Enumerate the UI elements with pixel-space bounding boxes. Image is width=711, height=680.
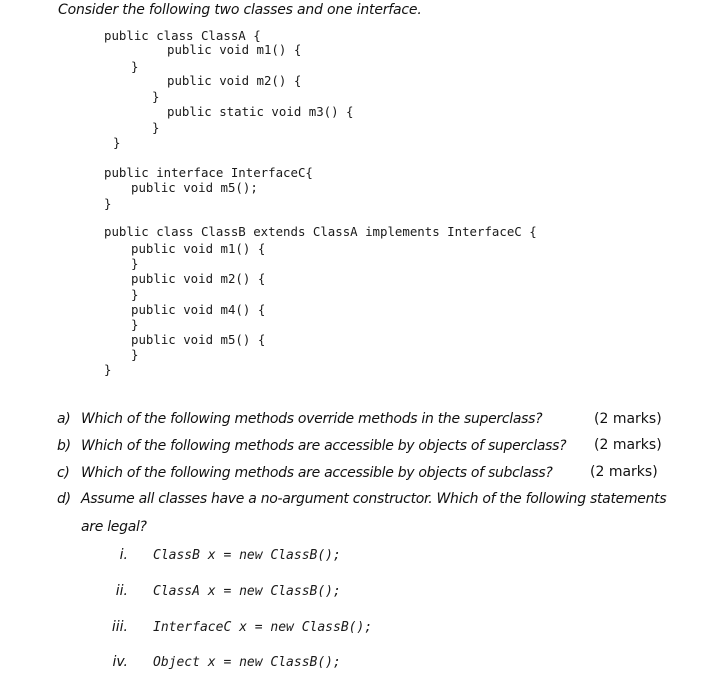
statement-code: ClassB x = new ClassB(); [153,548,341,563]
code-line: public static void m3() { [167,104,354,119]
code-line: } [131,59,139,74]
code-line: public class ClassA { [104,28,261,43]
code-line: public void m1() { [131,241,266,256]
question-a-label: a) [57,411,71,427]
statement-code: InterfaceC x = new ClassB(); [153,620,373,635]
statement-number: iv. [112,654,128,670]
question-a-marks: (2 marks) [594,411,662,427]
statement-number: i. [119,547,128,563]
question-c-text: Which of the following methods are accessible by objects of subclass? [81,465,553,481]
statement-code: ClassA x = new ClassB(); [153,584,341,599]
question-d-text: Assume all classes have a no-argument constructor. Which of the following statements [81,491,667,507]
question-d-label: d) [57,491,71,507]
question-c-label: c) [57,465,70,481]
code-line: } [152,120,160,135]
code-line: } [131,287,139,302]
code-line: public void m5() { [131,332,266,347]
code-line: } [104,362,112,377]
code-line: public void m1() { [167,42,302,57]
question-b-text: Which of the following methods are accessible by objects of superclass? [81,438,567,454]
code-line: } [131,256,139,271]
question-d-text-continued: are legal? [81,519,147,535]
code-line: } [152,89,160,104]
statement-number: ii. [115,583,128,599]
code-line: public interface InterfaceC{ [104,165,313,180]
statement-number: iii. [111,619,128,635]
statement-code: Object x = new ClassB(); [153,655,341,670]
code-line: public void m2() { [167,73,302,88]
code-line: public void m4() { [131,302,266,317]
code-line: public void m5(); [131,180,258,195]
question-a-text: Which of the following methods override methods in the superclass? [81,411,543,427]
intro-text: Consider the following two classes and one interface. [58,2,422,18]
question-c-marks: (2 marks) [590,464,658,480]
code-line: } [131,347,139,362]
code-line: public class ClassB extends ClassA implements InterfaceC { [104,224,537,239]
code-line: public void m2() { [131,271,266,286]
code-line: } [131,317,139,332]
code-line: } [113,135,121,150]
code-line: } [104,196,112,211]
question-b-label: b) [57,438,71,454]
question-b-marks: (2 marks) [594,437,662,453]
